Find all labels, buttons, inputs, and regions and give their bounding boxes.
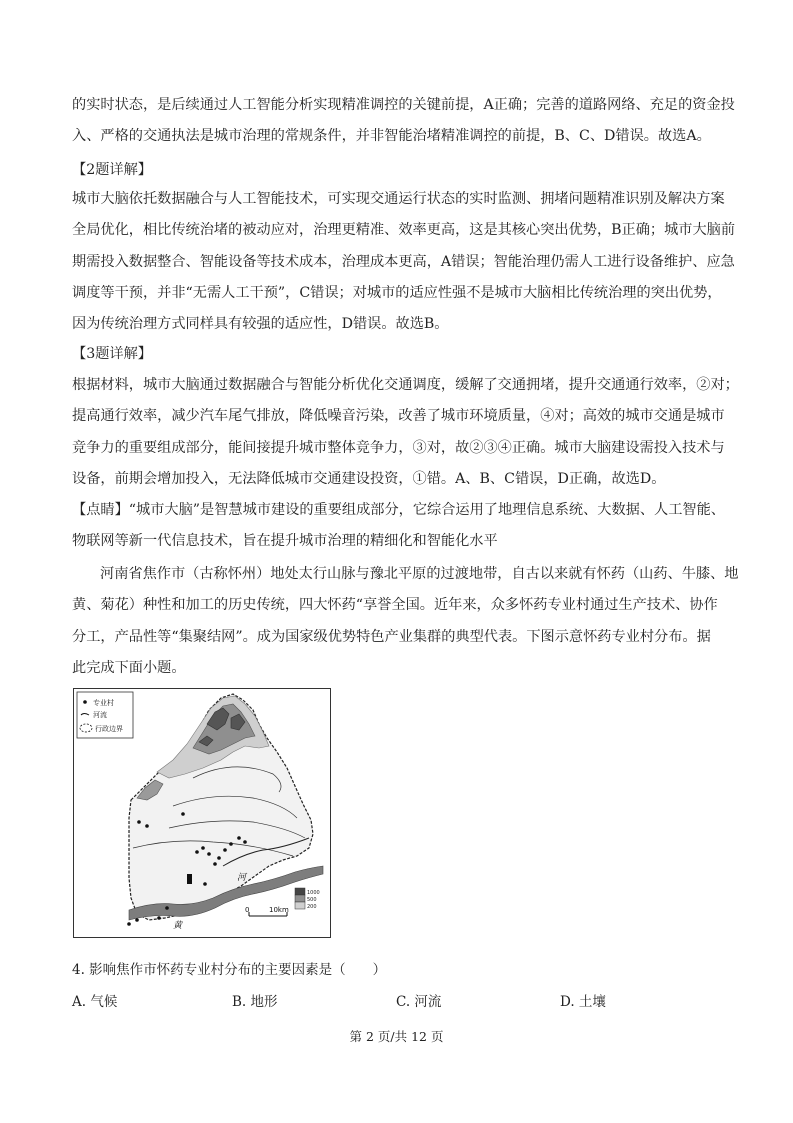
village-dot	[127, 922, 131, 926]
village-dot	[207, 852, 211, 856]
village-dot	[217, 856, 221, 860]
village-dot	[243, 840, 247, 844]
text-line: 分工，产品性等“集聚结网”。成为国家级优势特色产业集群的典型代表。下图示意怀药专业村分布。据	[72, 628, 711, 645]
village-dot	[135, 918, 139, 922]
paragraph-intro-material	[72, 559, 739, 684]
river-label: 河	[237, 873, 247, 883]
village-dot	[165, 906, 169, 910]
text-line: 调度等干预，并非“无需人工干预”，C错误；对城市的适应性强不是城市大脑相比传统治理的突出优势，	[72, 284, 722, 301]
option-b[interactable]: B. 地形	[232, 994, 278, 1010]
legend-village-label: 专业村	[93, 699, 114, 707]
paragraph-q2-detail	[72, 184, 736, 340]
paragraph-answer-1-continued	[72, 90, 735, 153]
text-line: 期需投入数据整合、智能设备等技术成本，治理成本更高，A错误；智能治理仍需人工进行设备维护、应急	[72, 253, 735, 270]
jiaozuo-map-figure	[73, 688, 331, 938]
text-line: 的实时状态，是后续通过人工智能分析实现精准调控的关键前提，A正确；完善的道路网络、充足的资金投	[72, 97, 735, 113]
village-dot	[213, 862, 217, 866]
text-line: 黄、菊花）种性和加工的历史传统，四大怀药“享誉全国。近年来，众多怀药专业村通过生产技术、协作	[72, 597, 718, 614]
text-line: 入、严格的交通执法是城市治理的常规条件，并非智能治堵精准调控的前提，B、C、D错误。故选A。	[72, 128, 711, 145]
heading-q3-detail: 【3题详解】	[72, 346, 152, 362]
village-dot	[181, 812, 185, 816]
scale-distance-label: 10km	[269, 906, 289, 914]
heading-q2-detail: 【2题详解】	[72, 162, 152, 178]
village-dot	[203, 882, 207, 886]
elevation-label: 200	[307, 904, 317, 910]
text-line: 竞争力的重要组成部分，能间接提升城市整体竞争力，③对，故②③④正确。城市大脑建设需投入技术与	[72, 439, 725, 456]
village-dot	[195, 850, 199, 854]
text-line: 物联网等新一代信息技术，旨在提升城市治理的精细化和智能化水平	[72, 533, 498, 550]
option-c[interactable]: C. 河流	[396, 994, 442, 1010]
option-a[interactable]: A. 气候	[72, 994, 118, 1010]
elevation-legend	[295, 888, 320, 910]
village-dot	[229, 842, 233, 846]
text-line: 设备，前期会增加投入，无法降低城市交通建设投资，①错。A、B、C错误，D正确，故选D。	[72, 470, 666, 487]
map-legend	[77, 692, 133, 738]
legend-boundary-label: 行政边界	[95, 725, 123, 733]
village-dot-icon	[83, 700, 87, 704]
elevation-label: 500	[307, 897, 317, 903]
legend-river-label: 河流	[93, 711, 107, 719]
text-line: 全局优化，相比传统治堵的被动应对，治理更精准、效率更高，这是其核心突出优势，B正确；城市大脑前	[72, 222, 736, 239]
text-line: 提高通行效率，减少汽车尾气排放，降低噪音污染，改善了城市环境质量，④对；高效的城市交通是城市	[72, 408, 725, 425]
text-line: 根据材料，城市大脑通过数据融合与智能分析优化交通调度，缓解了交通拥堵，提升交通通行效率，②对；	[72, 377, 739, 393]
option-d[interactable]: D. 土壤	[560, 994, 606, 1010]
elevation-label: 1000	[307, 890, 320, 896]
text-line: 【点睛】“城市大脑”是智慧城市建设的重要组成部分，它综合运用了地理信息系统、大数据、人工智能、	[72, 502, 725, 519]
city-marker	[187, 874, 192, 884]
text-line: 河南省焦作市（古称怀州）地处太行山脉与豫北平原的过渡地带，自古以来就有怀药（山药、牛膝、地	[100, 566, 739, 582]
text-line: 因为传统治理方式同样具有较强的适应性，D错误。故选B。	[72, 316, 449, 333]
text-line: 此完成下面小题。	[72, 659, 186, 676]
question-4-options	[72, 990, 672, 1012]
village-dot	[157, 916, 161, 920]
village-dot	[237, 836, 241, 840]
village-dot	[223, 848, 227, 852]
village-dot	[137, 820, 141, 824]
scale-zero-label: 0	[245, 906, 250, 914]
paragraph-q3-detail	[72, 370, 739, 558]
question-4-stem: 4. 影响焦作市怀药专业村分布的主要因素是（ ）	[72, 962, 387, 978]
village-dot	[201, 846, 205, 850]
text-line: 城市大脑依托数据融合与人工智能技术，可实现交通运行状态的实时监测、拥堵问题精准识别及解决方案	[72, 191, 725, 207]
village-dot	[145, 824, 149, 828]
page-footer: 第 2 页/共 12 页	[349, 1029, 444, 1044]
river-label: 黄	[173, 921, 183, 931]
